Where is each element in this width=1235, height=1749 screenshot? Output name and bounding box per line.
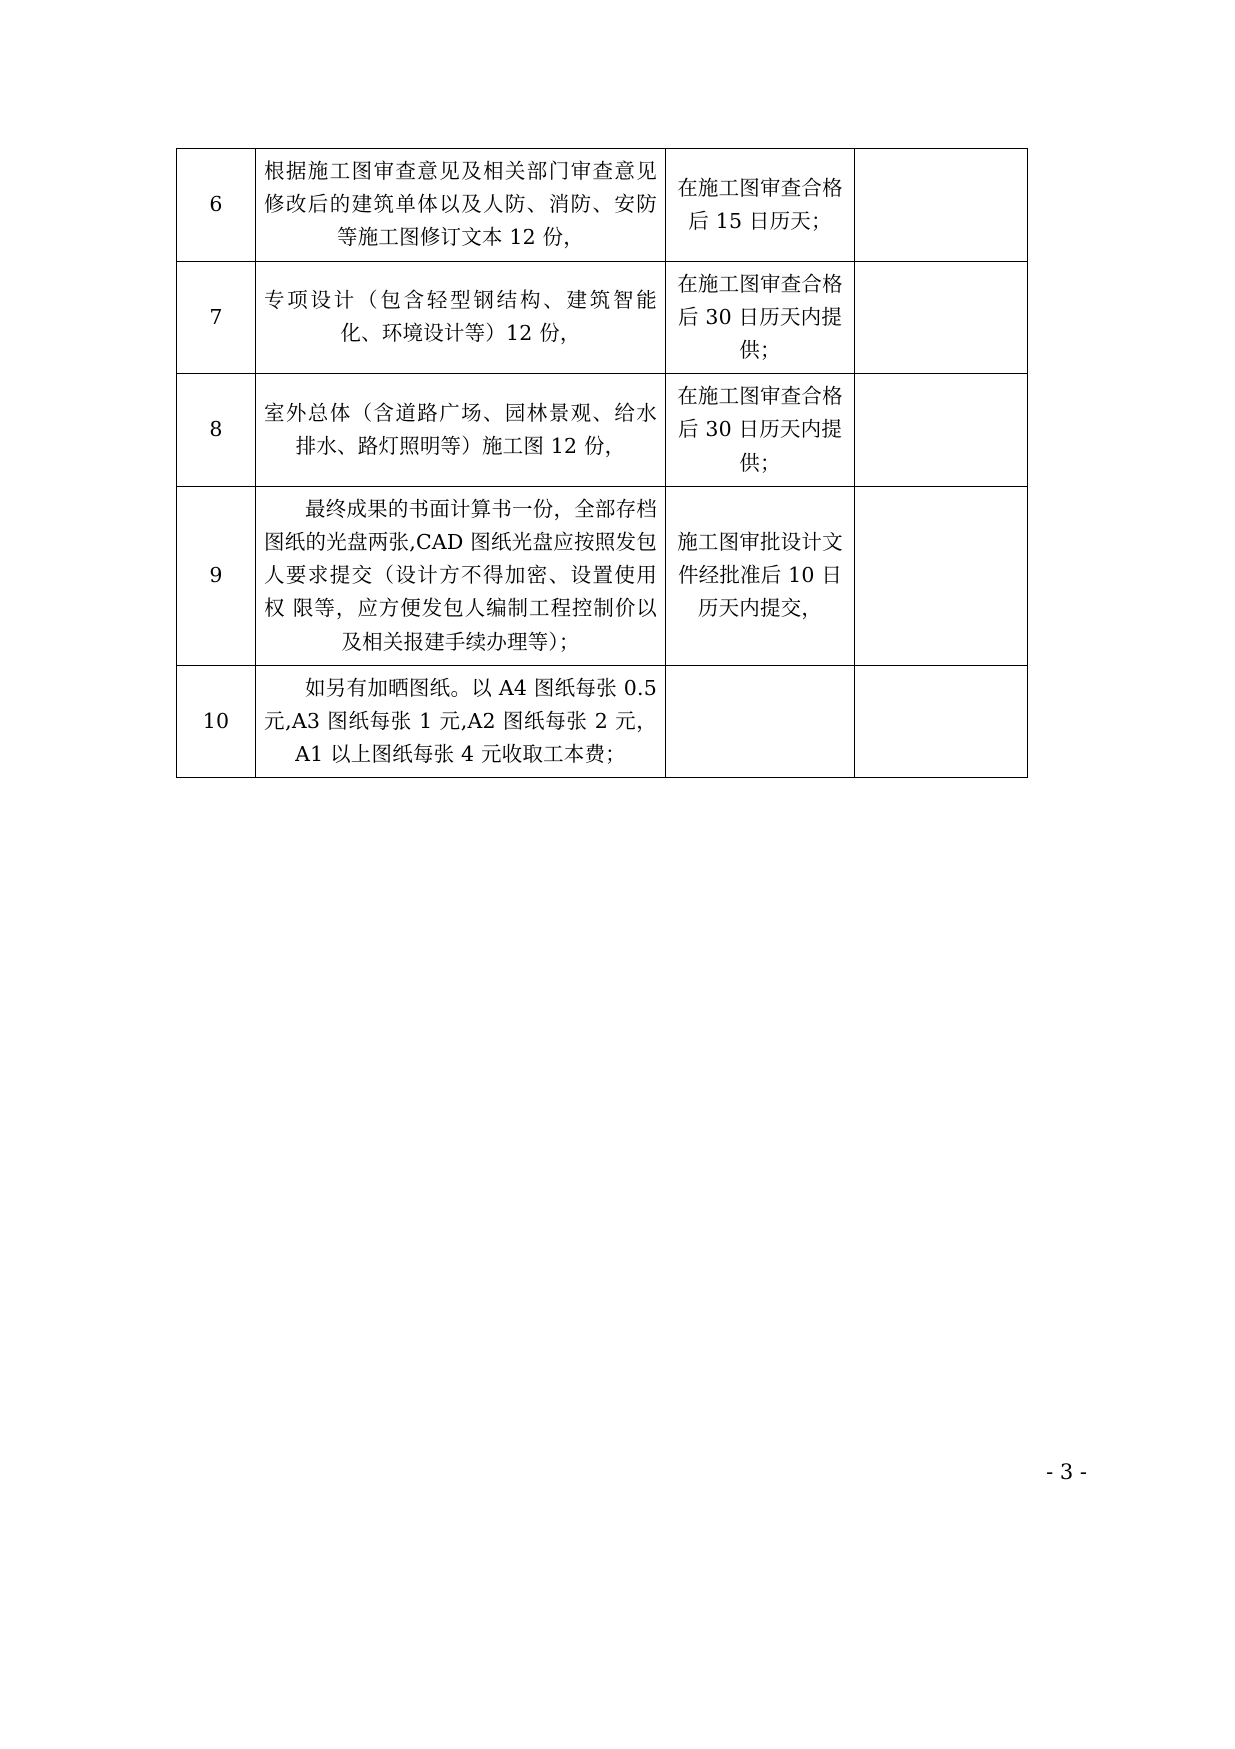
row-note-cell: [855, 374, 1028, 487]
deliverables-table: [176, 148, 1028, 778]
row-time-cell: 在施工图审查合格后 30 日历天内提供；: [666, 374, 855, 487]
row-number-cell: 9: [177, 486, 256, 665]
row-note-cell: [855, 149, 1028, 262]
row-time-cell: 施工图审批设计文件经批准后 10 日历天内提交，: [666, 486, 855, 665]
row-time-cell: 在施工图审查合格后 30 日历天内提供；: [666, 261, 855, 374]
table-row: [177, 374, 1028, 487]
table-row: [177, 261, 1028, 374]
row-item-cell: 如另有加晒图纸。以 A4 图纸每张 0.5 元,A3 图纸每张 1 元,A2 图纸每张 2 元，A1 以上图纸每张 4 元收取工本费；: [256, 665, 666, 778]
row-number-cell: 8: [177, 374, 256, 487]
row-item-cell: 根据施工图审查意见及相关部门审查意见修改后的建筑单体以及人防、消防、安防等施工图修订文本 12 份，: [256, 149, 666, 262]
row-time-cell: 在施工图审查合格后 15 日历天；: [666, 149, 855, 262]
table-body: [177, 149, 1028, 778]
row-number-cell: 10: [177, 665, 256, 778]
row-number-cell: 7: [177, 261, 256, 374]
page-number: - 3 -: [1046, 1460, 1087, 1484]
table-row: [177, 665, 1028, 778]
row-item-cell: 室外总体（含道路广场、园林景观、给水排水、路灯照明等）施工图 12 份，: [256, 374, 666, 487]
table-row: [177, 486, 1028, 665]
table-row: [177, 149, 1028, 262]
row-time-cell: [666, 665, 855, 778]
row-note-cell: [855, 261, 1028, 374]
row-item-cell: 专项设计（包含轻型钢结构、建筑智能化、环境设计等）12 份，: [256, 261, 666, 374]
row-number-cell: 6: [177, 149, 256, 262]
row-item-cell: 最终成果的书面计算书一份，全部存档图纸的光盘两张,CAD 图纸光盘应按照发包人要求提交（设计方不得加密、设置使用权 限等，应方便发包人编制工程控制价以及相关报建手续办理等）；: [256, 486, 666, 665]
row-note-cell: [855, 665, 1028, 778]
row-note-cell: [855, 486, 1028, 665]
